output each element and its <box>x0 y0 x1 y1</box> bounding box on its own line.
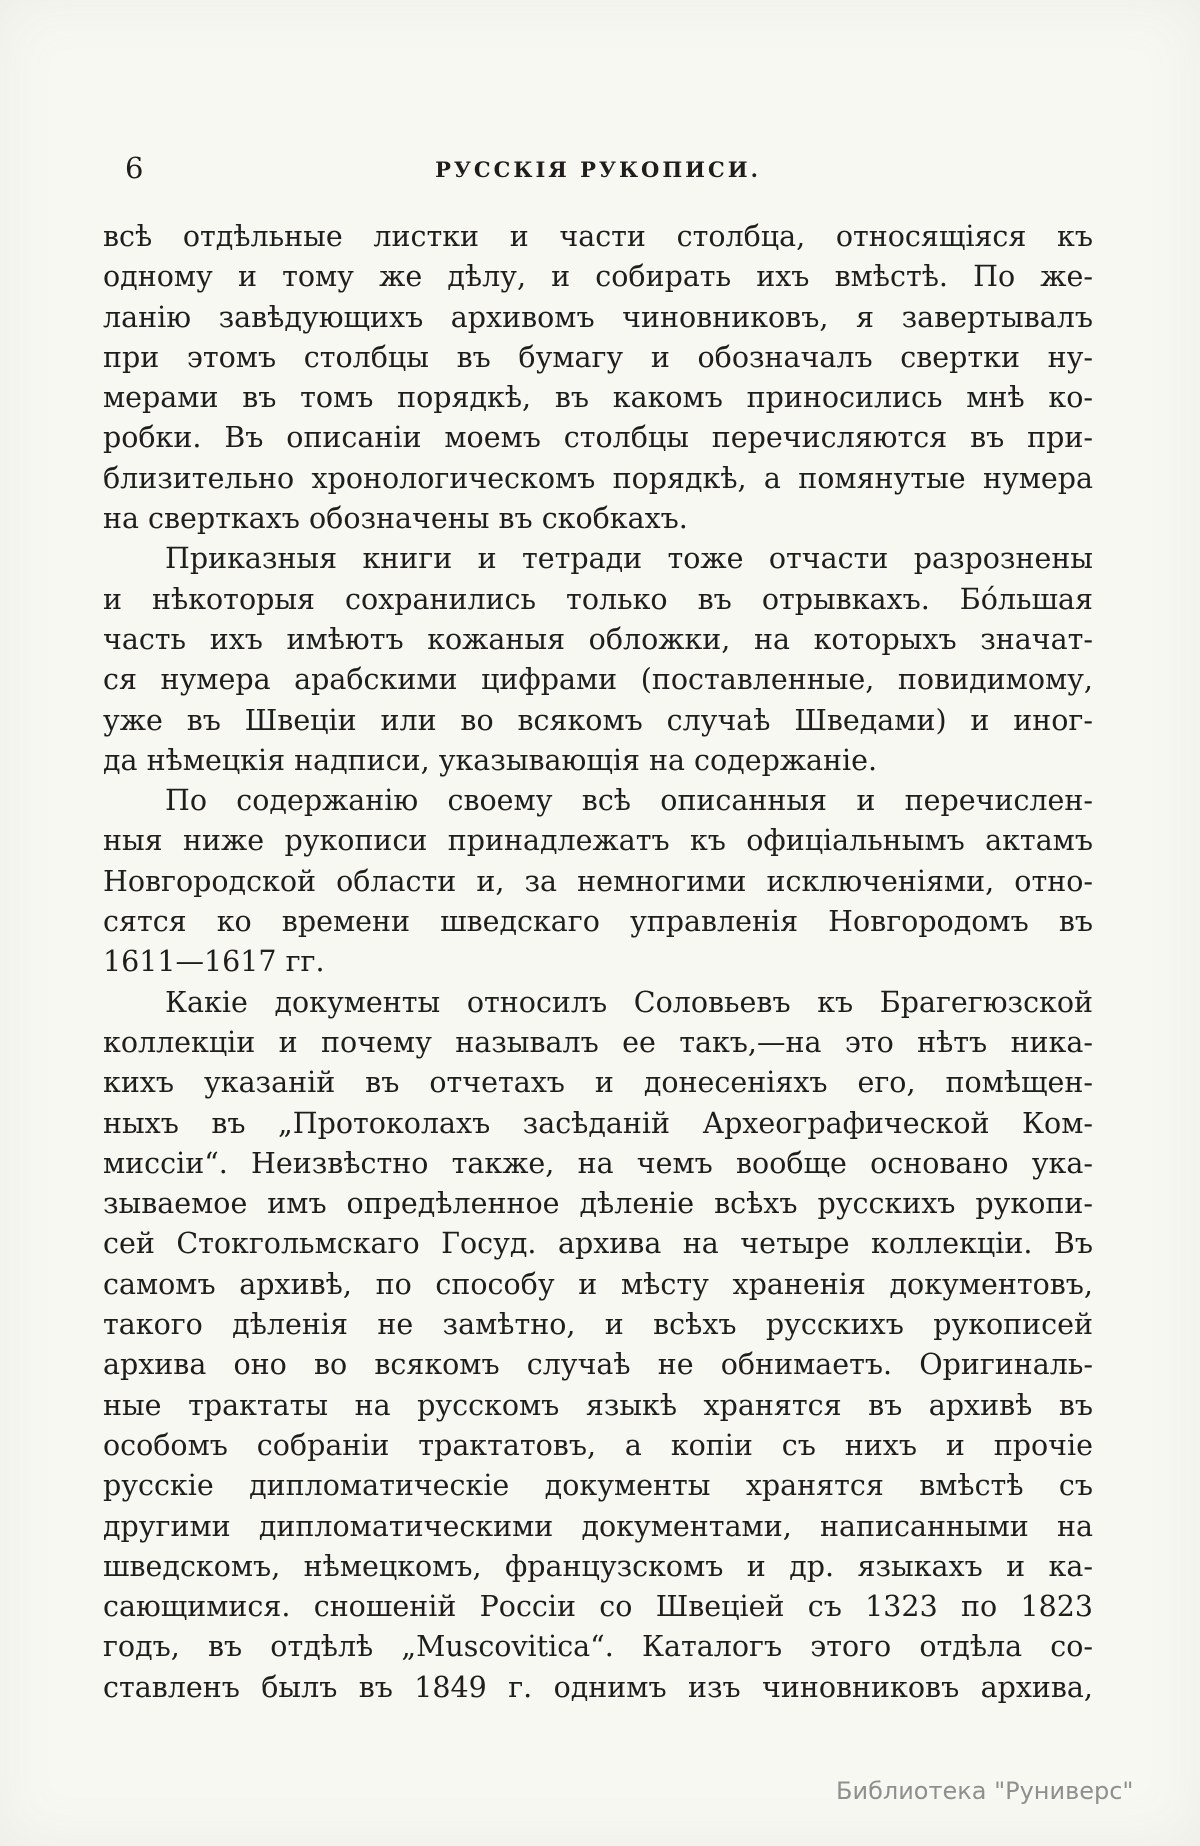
text-line: одному и тому же дѣлу, и собирать ихъ вмѣстѣ. По же- <box>103 260 1093 294</box>
text-line: сающимися. сношеній Россіи со Швеціей съ 1323 по 1823 <box>103 1590 1093 1624</box>
text-line: ставленъ былъ въ 1849 г. однимъ изъ чиновниковъ архива, <box>103 1670 1093 1704</box>
page-head <box>103 150 1093 192</box>
text-line: Приказныя книги и тетради тоже отчасти разрознены <box>165 542 1093 576</box>
text-line: ланію завѣдующихъ архивомъ чиновниковъ, я завертывалъ <box>103 300 1093 334</box>
text-block <box>103 217 1093 1708</box>
paragraph <box>103 781 1093 982</box>
text-line: робки. Въ описаніи моемъ столбцы перечисляются въ при- <box>103 421 1093 455</box>
text-line: зываемое имъ опредѣленное дѣленіе всѣхъ русскихъ рукопи- <box>103 1187 1093 1221</box>
text-line: шведскомъ, нѣмецкомъ, французскомъ и др. языкахъ и ка- <box>103 1549 1093 1583</box>
text-line: По содержанію своему всѣ описанныя и перечислен- <box>165 784 1093 818</box>
paragraph <box>103 539 1093 781</box>
text-line: ныя ниже рукописи принадлежатъ къ офиціальнымъ актамъ <box>103 824 1093 858</box>
text-line: сей Стокгольмскаго Госуд. архива на четыре коллекціи. Въ <box>103 1227 1093 1261</box>
text-line: ные трактаты на русскомъ языкѣ хранятся въ архивѣ въ <box>103 1388 1093 1422</box>
text-line: сятся ко времени шведскаго управленія Новгородомъ въ <box>103 905 1093 939</box>
text-line: особомъ собраніи трактатовъ, а копіи съ нихъ и прочіе <box>103 1428 1093 1462</box>
text-line: и нѣкоторыя сохранились только въ отрывкахъ. Бо́льшая <box>103 582 1093 616</box>
running-header: РУССКІЯ РУКОПИСИ. <box>435 157 761 182</box>
paragraph <box>103 983 1093 1708</box>
text-line: кихъ указаній въ отчетахъ и донесеніяхъ его, помѣщен- <box>103 1066 1093 1100</box>
library-watermark: Библиотека "Руниверс" <box>836 1777 1134 1805</box>
text-line: всѣ отдѣльные листки и части столбца, относящіяся къ <box>103 220 1093 253</box>
text-line: коллекціи и почему называлъ ее такъ,—на это нѣтъ ника- <box>103 1025 1093 1059</box>
text-line: миссіи“. Неизвѣстно также, на чемъ вообще основано ука- <box>103 1146 1093 1180</box>
text-line: мерами въ томъ порядкѣ, въ какомъ приносились мнѣ ко- <box>103 381 1093 415</box>
text-line: ся нумера арабскими цифрами (поставленные, повидимому, <box>103 663 1093 697</box>
text-line: самомъ архивѣ, по способу и мѣсту храненія документовъ, <box>103 1267 1093 1301</box>
text-line: Какіе документы относилъ Соловьевъ къ Брагегюзской <box>165 985 1093 1019</box>
text-line: годъ, въ отдѣлѣ „Muscovitica“. Каталогъ этого отдѣла со- <box>103 1630 1093 1664</box>
text-line: часть ихъ имѣютъ кожаныя обложки, на которыхъ значат- <box>103 622 1093 656</box>
text-line: 1611—1617 гг. <box>103 945 325 979</box>
text-line: ныхъ въ „Протоколахъ засѣданій Археографической Ком- <box>103 1106 1093 1140</box>
text-line: да нѣмецкія надписи, указывающія на содержаніе. <box>103 743 878 777</box>
text-line: архива оно во всякомъ случаѣ не обнимаетъ. Оригиналь- <box>103 1348 1093 1382</box>
text-line: русскіе дипломатическіе документы хранятся вмѣстѣ съ <box>103 1469 1093 1503</box>
text-line: близительно хронологическомъ порядкѣ, а помянутые нумера <box>103 461 1093 495</box>
text-line: на сверткахъ обозначены въ скобкахъ. <box>103 502 688 536</box>
text-line: другими дипломатическими документами, написанными на <box>103 1509 1093 1543</box>
text-line: такого дѣленія не замѣтно, и всѣхъ русскихъ рукописей <box>103 1308 1093 1342</box>
paragraph <box>103 217 1093 539</box>
text-line: при этомъ столбцы въ бумагу и обозначалъ свертки ну- <box>103 340 1093 374</box>
text-line: уже въ Швеціи или во всякомъ случаѣ Шведами) и иног- <box>103 703 1093 737</box>
text-line: Новгородской области и, за немногими исключеніями, отно- <box>103 864 1093 898</box>
page-number: 6 <box>125 151 144 185</box>
